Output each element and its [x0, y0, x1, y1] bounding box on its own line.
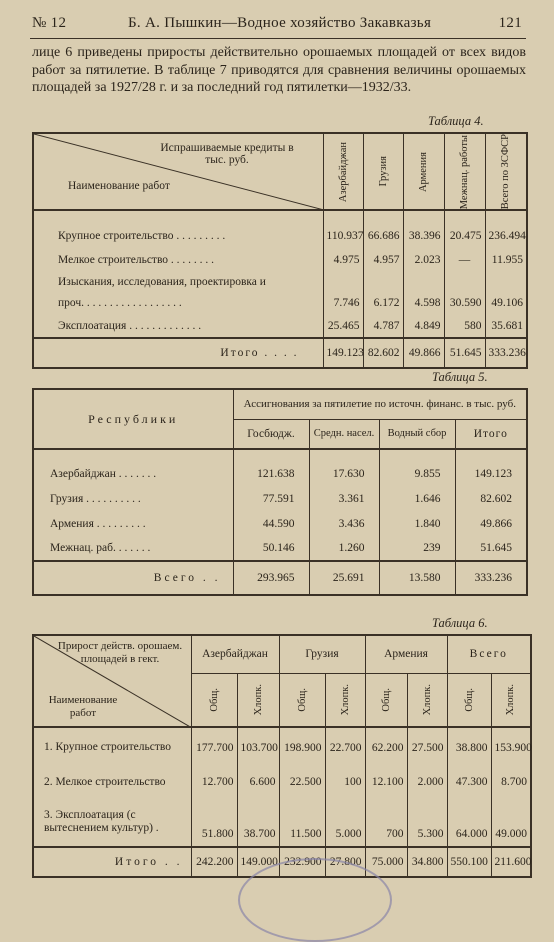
table-total-row: Итого . . 242.200 149.000 232.900 27.800 75.000 34.800 550.100 211.600 [33, 847, 531, 877]
intro-paragraph: лице 6 приведены приросты действительно орошаемых площадей от всех видов работ за пятилетие. В таблице 7 приводятся для сравнения величины орошаемых площадей за 1927/28 г. и за последний год пятилетки—1932/33. [32, 45, 526, 95]
page-header [32, 12, 522, 36]
table6-caption: Таблица 6. [432, 616, 488, 630]
table6-subcol-head: Общ. [191, 673, 237, 727]
table-row: Изыскания, исследования, проектировка и [33, 272, 527, 292]
table6-subcol-head: Хлопк. [237, 673, 279, 727]
table-total-row: Всего . . 293.965 25.691 13.580 333.236 [33, 561, 527, 595]
table6-subcol-head: Общ. [447, 673, 491, 727]
library-stamp [238, 858, 392, 942]
table-row: Мелкое строительство . . . . . . . . 4.975 4.957 2.023 — 11.955 [33, 248, 527, 272]
table5-col-head: Водный сбор [379, 419, 455, 449]
table-row: Межнац. раб. . . . . . . 50.146 1.260 239 51.645 [33, 536, 527, 561]
table-row: 2. Мелкое строительство 12.700 6.600 22.500 100 12.100 2.000 47.300 8.700 [33, 767, 531, 797]
table-row: 1. Крупное строительство 177.700 103.700 198.900 22.700 62.200 27.500 38.800 153.900 [33, 727, 531, 767]
table4-col-head: Азербайджан [323, 133, 363, 210]
table5-group-head: Ассигнования за пятилетие по источн. финанс. в тыс. руб. [233, 389, 527, 419]
table6-subcol-head: Общ. [365, 673, 407, 727]
table4-corner-bottom: Наименование работ [68, 180, 170, 192]
table4-corner [33, 133, 323, 210]
table4-corner-top: Испрашиваемые кредиты в тыс. руб. [160, 142, 294, 166]
table6 [32, 634, 532, 878]
table4-caption: Таблица 4. [428, 114, 484, 128]
running-title: Б. А. Пышкин—Водное хозяйство Закавказья [128, 15, 432, 31]
table6-subcol-head: Хлопк. [407, 673, 447, 727]
table6-group-head: Армения [365, 635, 447, 673]
table-row: Грузия . . . . . . . . . . 77.591 3.361 1.646 82.602 [33, 486, 527, 511]
table4 [32, 132, 528, 369]
journal-number: № 12 [32, 15, 67, 31]
table6-group-head: Азербайджан [191, 635, 279, 673]
table6-group-head: Грузия [279, 635, 365, 673]
table6-corner [33, 635, 191, 727]
table6-subcol-head: Общ. [279, 673, 325, 727]
table-row: 3. Эксплоатация (с вытеснением культур) . 51.800 38.700 11.500 5.000 700 5.300 64.000 49.000 [33, 797, 531, 847]
page-number: 121 [498, 15, 522, 31]
table5 [32, 388, 528, 596]
table5-col-head: Итого [455, 419, 527, 449]
table6-subcol-head: Хлопк. [325, 673, 365, 727]
table6-subcol-head: Хлопк. [491, 673, 531, 727]
table5-caption: Таблица 5. [432, 370, 488, 384]
table-row: Эксплоатация . . . . . . . . . . . . . 25.465 4.787 4.849 580 35.681 [33, 314, 527, 338]
table4-col-head: Грузия [363, 133, 403, 210]
table-row: проч. . . . . . . . . . . . . . . . . . 7.746 6.172 4.598 30.590 49.106 [33, 292, 527, 314]
table-total-row: Итого . . . . 149.123 82.602 49.866 51.645 333.236 [33, 338, 527, 368]
table4-col-head: Армения [403, 133, 444, 210]
table6-group-head: Всего [447, 635, 531, 673]
table5-col-head: Госбюдж. [233, 419, 309, 449]
table6-corner-top: Прирост действ. орошаем. площадей в гект. [57, 640, 183, 665]
table-row: Армения . . . . . . . . . 44.590 3.436 1.840 49.866 [33, 511, 527, 536]
table5-rowhead: Республики [33, 389, 233, 449]
header-rule [30, 38, 526, 39]
table-row: Азербайджан . . . . . . . 121.638 17.630 9.855 149.123 [33, 461, 527, 486]
table4-col-head: Межнац. работы [444, 133, 485, 210]
table5-col-head: Средн. насел. [309, 419, 379, 449]
table6-corner-bottom: Наименование работ [48, 694, 118, 719]
table4-col-head: Всего по ЗСФСР [485, 133, 527, 210]
table-row: Крупное строительство . . . . . . . . . 110.937 66.686 38.396 20.475 236.494 [33, 224, 527, 248]
